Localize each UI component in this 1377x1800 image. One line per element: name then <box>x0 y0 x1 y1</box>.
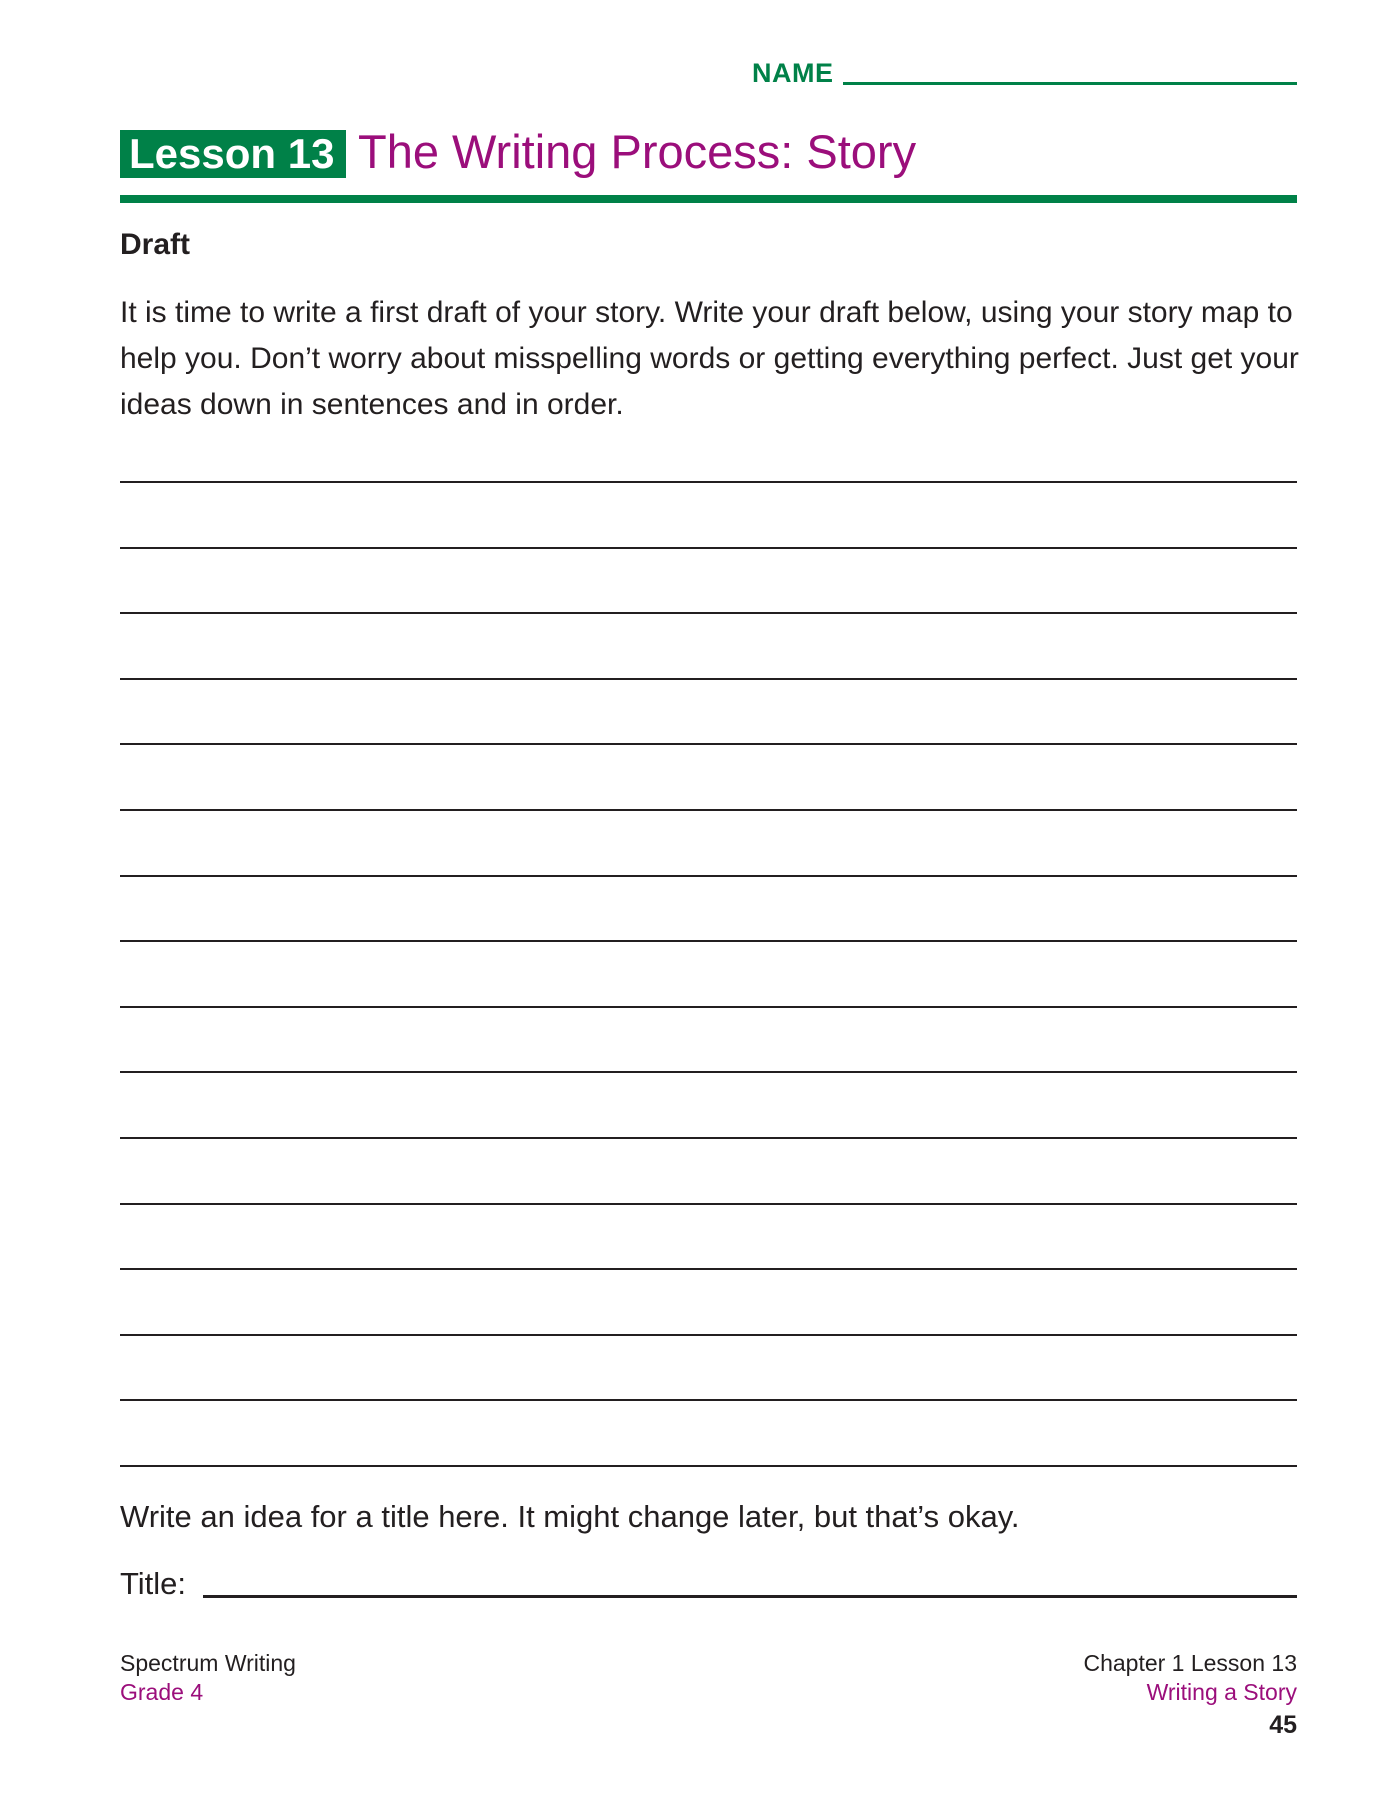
lesson-badge: Lesson 13 <box>120 130 346 178</box>
title-input-line[interactable] <box>203 1595 1297 1598</box>
writing-line[interactable] <box>120 1334 1297 1336</box>
writing-line[interactable] <box>120 547 1297 549</box>
writing-line[interactable] <box>120 1268 1297 1270</box>
footer-chapter: Chapter 1 Lesson 13 <box>1083 1650 1297 1676</box>
writing-line[interactable] <box>120 1203 1297 1205</box>
footer-book: Spectrum Writing <box>120 1650 296 1676</box>
section-heading: Draft <box>120 228 191 261</box>
title-label: Title: <box>120 1566 187 1601</box>
title-prompt: Write an idea for a title here. It might change later, but that’s okay. <box>120 1499 1020 1534</box>
writing-line[interactable] <box>120 1465 1297 1467</box>
writing-line[interactable] <box>120 875 1297 877</box>
header-divider <box>120 195 1297 203</box>
writing-line[interactable] <box>120 743 1297 745</box>
writing-line[interactable] <box>120 612 1297 614</box>
writing-line[interactable] <box>120 678 1297 680</box>
writing-line[interactable] <box>120 1071 1297 1073</box>
writing-line[interactable] <box>120 1399 1297 1401</box>
writing-line[interactable] <box>120 1137 1297 1139</box>
writing-line[interactable] <box>120 809 1297 811</box>
name-input-line[interactable] <box>843 82 1297 85</box>
footer-topic: Writing a Story <box>1146 1679 1297 1705</box>
page-number: 45 <box>1269 1711 1297 1739</box>
name-label: NAME <box>752 58 834 88</box>
writing-line[interactable] <box>120 1006 1297 1008</box>
lesson-title: The Writing Process: Story <box>358 125 917 178</box>
footer-grade: Grade 4 <box>120 1679 204 1705</box>
writing-line[interactable] <box>120 481 1297 483</box>
instructions: It is time to write a first draft of your story. Write your draft below, using your story map to help you. Don’t worry about misspelling words or getting everything perfect. Just get your ideas down in sentences and in order. <box>120 296 1299 421</box>
writing-line[interactable] <box>120 940 1297 942</box>
